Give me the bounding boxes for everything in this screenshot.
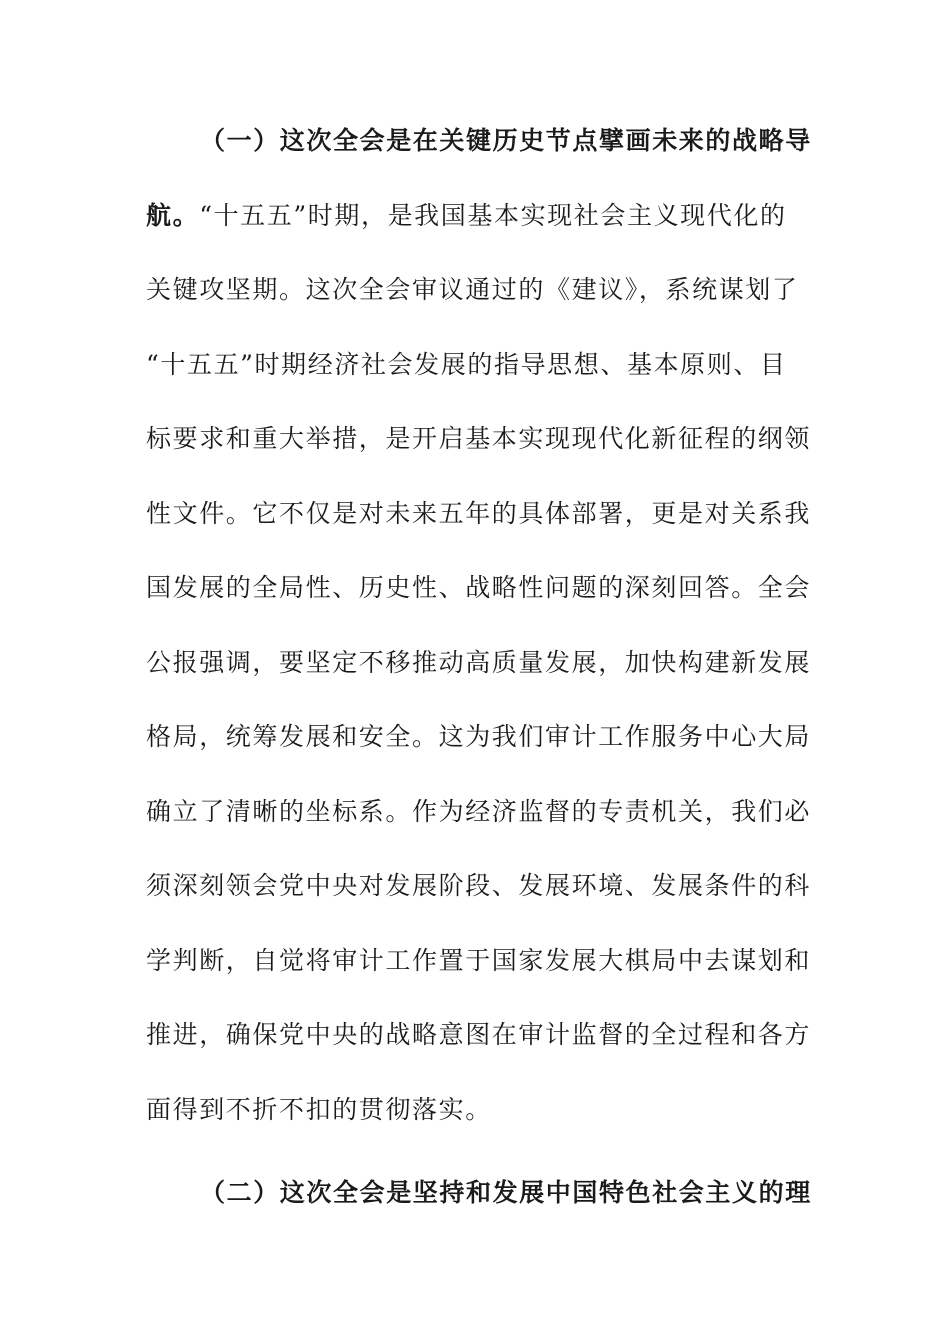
paragraph-line: 标要求和重大举措，是开启基本实现现代化新征程的纲领	[146, 424, 812, 453]
section-one	[146, 104, 812, 1147]
section-two	[146, 1156, 812, 1231]
paragraph-line: 公报强调，要坚定不移推动高质量发展，加快构建新发展	[146, 647, 812, 677]
paragraph-text: “十五五”时期，是我国基本实现社会主义现代化的	[199, 200, 787, 230]
section-one-heading-end: 航。	[146, 200, 200, 230]
paragraph-line: 学判断，自觉将审计工作置于国家发展大棋局中去谋划和	[146, 945, 812, 975]
paragraph-line: 推进，确保党中央的战略意图在审计监督的全过程和各方	[146, 1020, 812, 1049]
section-one-heading: （一）这次全会是在关键历史节点擘画未来的战略导	[200, 126, 812, 155]
paragraph-line: 须深刻领会党中央对发展阶段、发展环境、发展条件的科	[146, 871, 812, 900]
paragraph-line: 国发展的全局性、历史性、战略性问题的深刻回答。全会	[146, 573, 812, 602]
paragraph-line: “十五五”时期经济社会发展的指导思想、基本原则、目	[146, 349, 787, 379]
paragraph-line: 性文件。它不仅是对未来五年的具体部署，更是对关系我	[146, 498, 812, 528]
section-two-heading: （二）这次全会是坚持和发展中国特色社会主义的理	[200, 1178, 812, 1207]
paragraph-line: 关键攻坚期。这次全会审议通过的《建议》，系统谋划了	[146, 275, 799, 304]
paragraph-line: 确立了清晰的坐标系。作为经济监督的专责机关，我们必	[146, 796, 812, 826]
paragraph-line: 格局，统筹发展和安全。这为我们审计工作服务中心大局	[146, 722, 812, 751]
paragraph-line-last: 面得到不折不扣的贯彻落实。	[146, 1094, 492, 1124]
paragraph-line	[146, 179, 786, 254]
